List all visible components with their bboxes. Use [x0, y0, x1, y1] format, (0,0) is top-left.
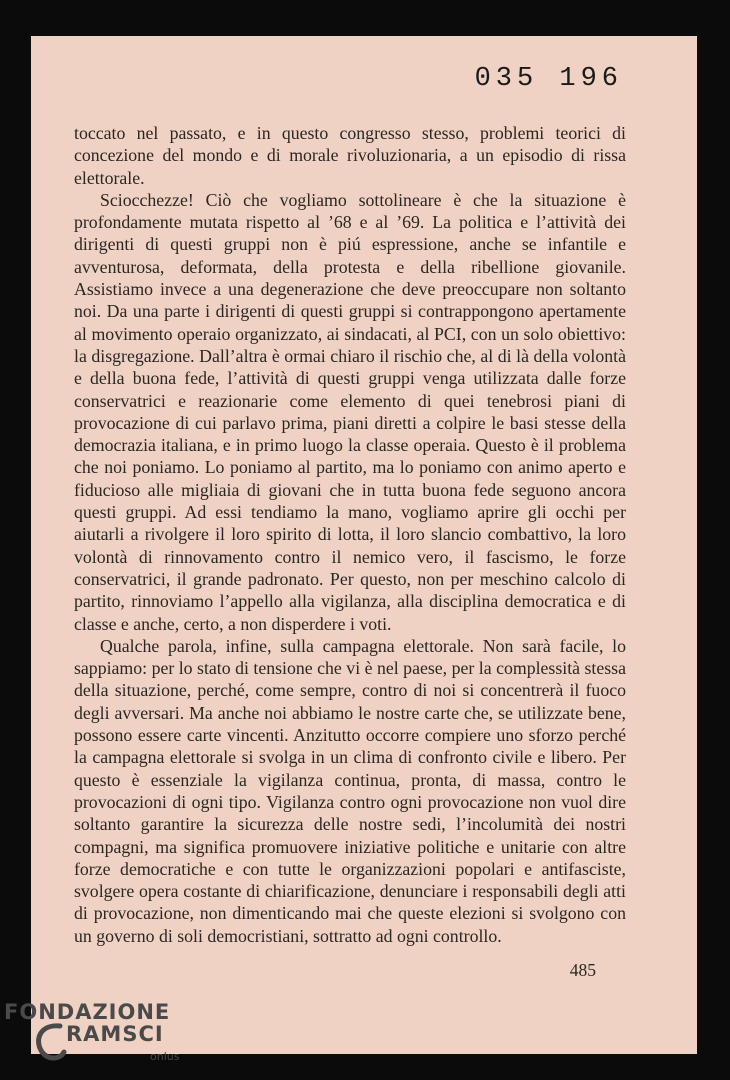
watermark-line-3: onlus: [150, 1050, 180, 1063]
page-number: 485: [569, 960, 596, 980]
archive-number: 035 196: [474, 64, 623, 94]
fondazione-gramsci-watermark: [4, 1000, 194, 1070]
watermark-line-2: RAMSCI: [66, 1022, 164, 1046]
body-text: [74, 122, 626, 947]
paragraph-continuation: toccato nel passato, e in questo congresso stesso, problemi teorici di concezione del mondo e di morale rivoluzionaria, a un episodio di rissa elettorale.: [74, 123, 626, 188]
paragraph: Sciocchezze! Ciò che vogliamo sottolineare è che la situazione è profondamente mutata rispetto al ’68 e al ’69. La politica e l’attività dei dirigenti di questi gruppi non è piú espressione, anche se infantile e avventurosa, deformata, della protesta e della ribellione giovanile. Assistiamo invece a una degenerazione che deve preoccupare non soltanto noi. Da una parte i dirigenti di questi gruppi si contrappongono apertamente al movimento operaio organizzato, ai sindacati, al PCI, con un solo obiettivo: la disgregazione. Dall’altra è ormai chiaro il rischio che, al di là della volontà e della buona fede, l’attività di questi gruppi venga utilizzata dalle forze conservatrici e reazionarie come elemento di quei tenebrosi piani di provocazione di cui parlavo prima, piani diretti a colpire le basi stesse della democrazia italiana, e in primo luogo la classe operaia. Questo è il problema che noi poniamo. Lo poniamo al partito, ma lo poniamo con animo aperto e fiducioso alle migliaia di giovani che in tutta buona fede seguono ancora questi gruppi. Ad essi tendiamo la mano, vogliamo aprire gli occhi per aiutarli a rivolgere il loro spirito di lotta, il loro slancio combattivo, la loro volontà di rinnovamento contro il nemico vero, il fascismo, le forze conservatrici, il grande padronato. Per questo, non per meschino calcolo di partito, rinnoviamo l’appello alla vigilanza, alla disciplina democratica e di classe e anche, certo, a non disperdere i voti.: [74, 189, 626, 634]
watermark-line-1: FONDAZIONE: [4, 1000, 171, 1024]
paragraph: Qualche parola, infine, sulla campagna elettorale. Non sarà facile, lo sappiamo: per lo stato di tensione che vi è nel paese, per la complessità stessa della situazione, perché, come sempre, contro di noi si concentrerà il fuoco degli avversari. Ma anche noi abbiamo le nostre carte che, se utilizzate bene, possono essere carte vincenti. Anzitutto occorre compiere uno sforzo perché la campagna elettorale si svolga in un clima di confronto civile e libero. Per questo è essenziale la vigilanza continua, pronta, di massa, contro le provocazioni di ogni tipo. Vigilanza contro ogni provocazione non vuol dire soltanto garantire la sicurezza delle nostre sedi, l’incolumità dei nostri compagni, ma significa promuovere iniziative politiche e unitarie con altre forze democratiche e con tutte le organizzazioni popolari e antifasciste, svolgere opera costante di chiarificazione, denunciare i responsabili degli atti di provocazione, non dimenticando mai che queste elezioni si svolgono con un governo di soli democristiani, sottratto ad ogni controllo.: [74, 635, 626, 946]
document-page: [31, 36, 697, 1054]
gramsci-swirl-icon: [30, 1018, 70, 1068]
